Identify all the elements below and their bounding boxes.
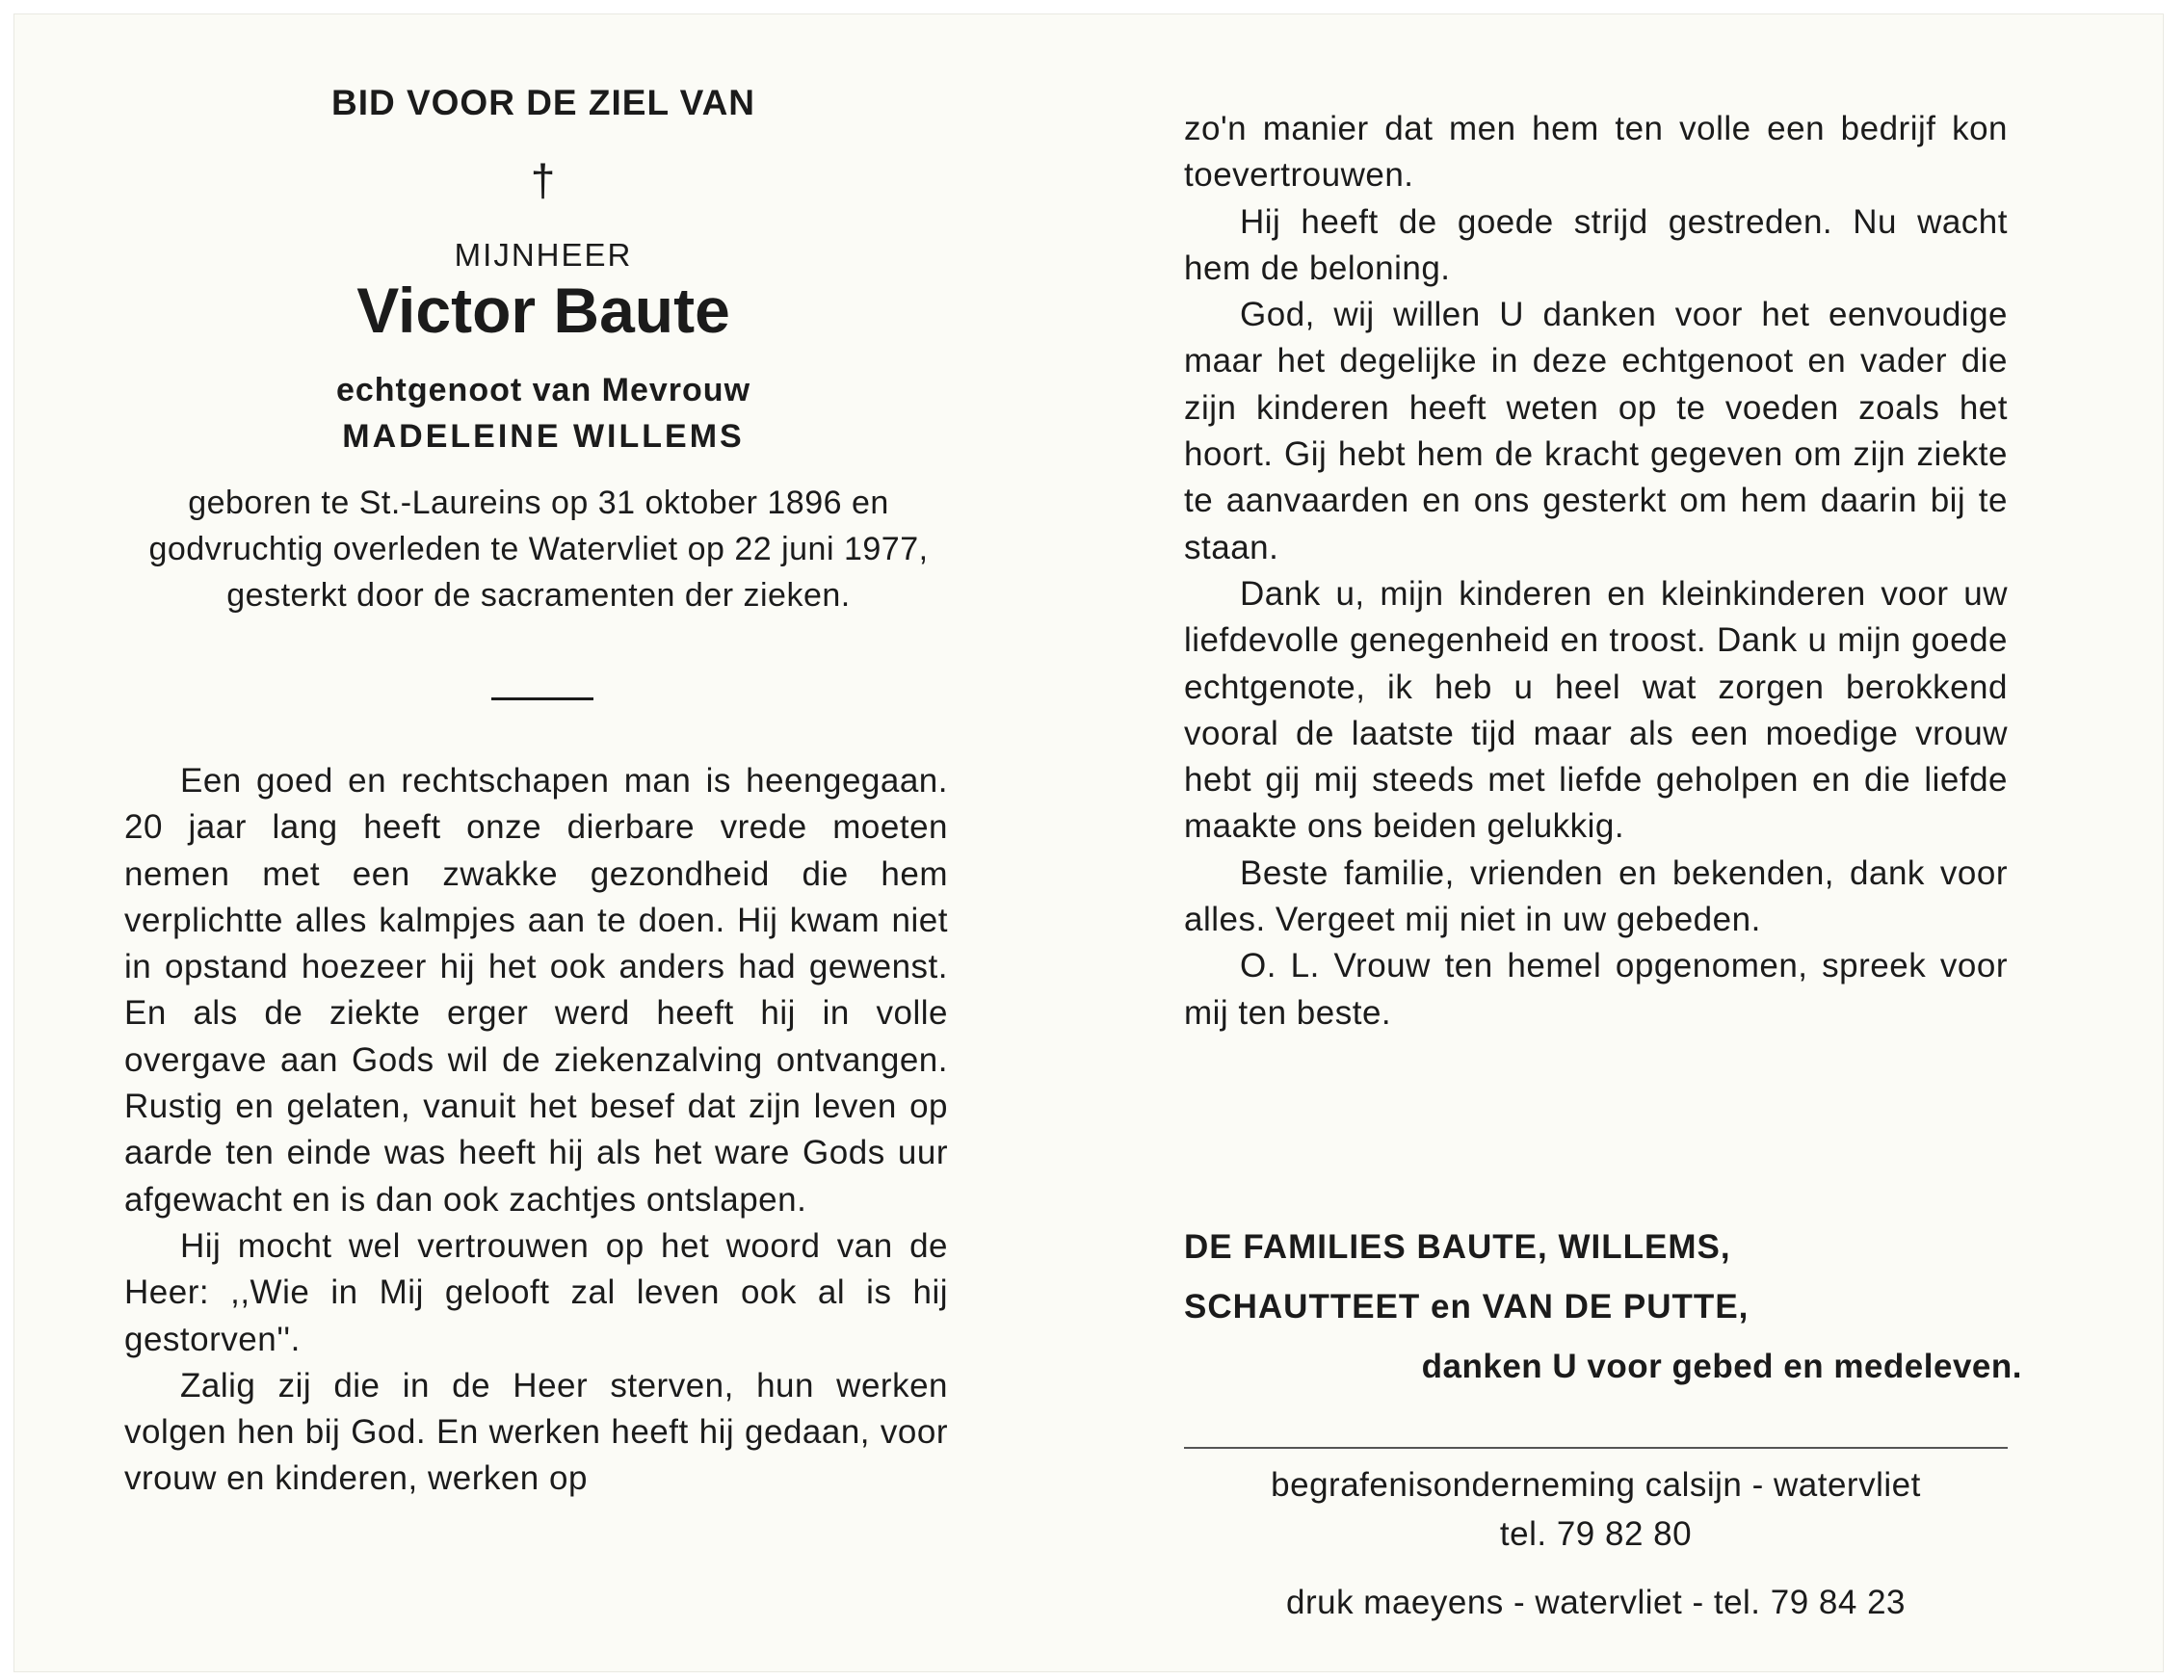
families-line: DE FAMILIES BAUTE, WILLEMS, bbox=[1184, 1228, 1731, 1266]
separator-rule bbox=[491, 697, 593, 700]
deceased-name: Victor Baute bbox=[356, 275, 730, 346]
families-thanks: danken U voor gebed en medeleven. bbox=[1421, 1348, 2022, 1385]
footer-divider bbox=[1184, 1447, 2008, 1449]
families-line: SCHAUTTEET en VAN DE PUTTE, bbox=[1184, 1288, 1750, 1326]
prayer-paragraph: Dank u, mijn kinderen en kleinkinderen voor uw liefdevolle genegenheid en troost. Dank u mijn goede echtgenote, ik heb u heel wat zorgen berokkend vooral de laatste tijd maar als een moedige vrouw hebt gij mij steeds met liefde geholpen en die liefde maakte ons beiden gelukkig. bbox=[1184, 574, 2008, 846]
prayer-heading: BID VOOR DE ZIEL VAN bbox=[330, 83, 756, 122]
prayer-paragraph: Beste familie, vrienden en bekenden, dank voor alles. Vergeet mij niet in uw gebeden. bbox=[1184, 853, 2008, 939]
honorific: MIJNHEER bbox=[454, 237, 633, 273]
printer-line: druk maeyens - watervliet - tel. 79 84 23 bbox=[1285, 1584, 1906, 1621]
spouse-relation: echtgenoot van Mevrouw bbox=[335, 372, 751, 408]
prayer-paragraph: God, wij willen U danken voor het eenvoudige maar het degelijke in deze echtgenoot en vader die zijn kinderen heeft weten op te voeden zoals het hoort. Gij hebt hem de kracht gegeven om zijn ziekte te aanvaarden en ons gesterkt om hem daarin bij te staan. bbox=[1184, 296, 2008, 566]
continued-paragraph: zo'n manier dat men hem ten volle een bedrijf kon toevertrouwen. bbox=[1184, 110, 2008, 195]
right-panel bbox=[1170, 13, 2022, 1672]
left-panel bbox=[110, 13, 958, 1672]
prayer-text bbox=[1184, 106, 2008, 1037]
prayer-paragraph: O. L. Vrouw ten hemel opgenomen, spreek voor mij ten beste. bbox=[1184, 947, 2008, 1032]
undertaker-phone: tel. 79 82 80 bbox=[1499, 1515, 1693, 1553]
birth-death-details: geboren te St.-Laureins op 31 oktober 1896 en godvruchtig overleden te Watervliet op 22 juni 1977, gesterkt door de sacramenten der zieken. bbox=[148, 485, 929, 614]
eulogy-paragraph: Hij mocht wel vertrouwen op het woord van de Heer: ,,Wie in Mij gelooft zal leven ook al is hij gestorven''. bbox=[124, 1226, 948, 1358]
family-acknowledgement bbox=[1184, 1218, 2022, 1397]
eulogy-paragraph: Een goed en rechtschapen man is heengegaan. 20 jaar lang heeft onze dierbare vrede moeten nemen met een zwakke gezondheid die hem verplichtte alles kalmpjes aan te doen. Hij kwam niet in opstand hoezeer hij het ook anders had gewenst. En als de ziekte erger werd heeft hij in volle overgave aan Gods wil de ziekenzalving ontvangen. Rustig en gelaten, vanuit het besef dat zijn leven op aarde ten einde was heeft hij als het ware Gods uur afgewacht en is dan ook zachtjes ontslapen. bbox=[124, 762, 948, 1219]
spouse-name: MADELEINE WILLEMS bbox=[342, 418, 745, 455]
prayer-paragraph: Hij heeft de goede strijd gestreden. Nu wacht hem de beloning. bbox=[1184, 202, 2008, 287]
undertaker-line: begrafenisonderneming calsijn - watervliet bbox=[1271, 1466, 1921, 1504]
memorial-card bbox=[13, 13, 2164, 1672]
footer-credits bbox=[1184, 1460, 2008, 1627]
eulogy-text bbox=[124, 758, 948, 1503]
cross-icon: † bbox=[530, 155, 557, 205]
eulogy-paragraph: Zalig zij die in de Heer sterven, hun werken volgen hen bij God. En werken heeft hij gedaan, voor vrouw en kinderen, werken op bbox=[124, 1366, 948, 1498]
